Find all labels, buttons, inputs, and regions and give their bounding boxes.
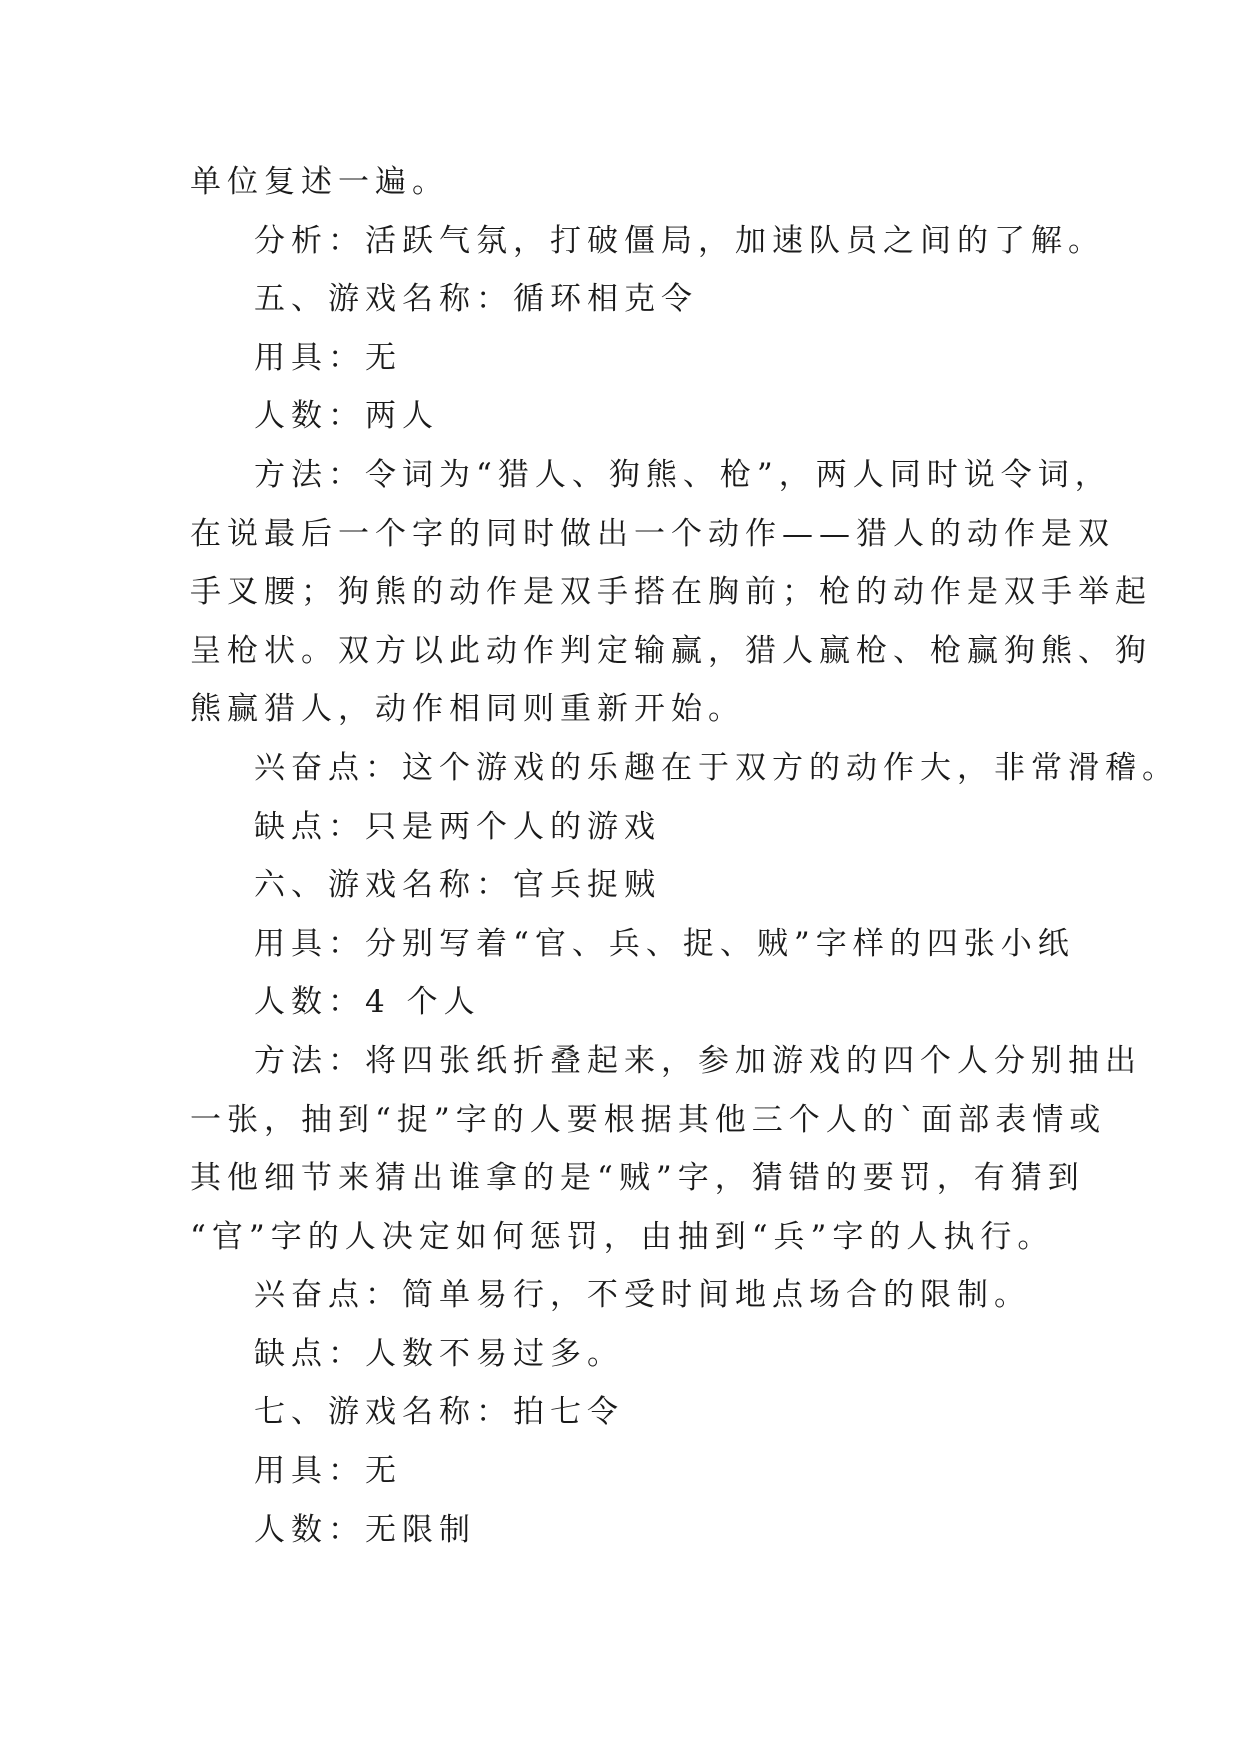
game-7-players: 人数：无限制 [254,1511,476,1548]
game-6-drawback: 缺点：人数不易过多。 [254,1335,624,1372]
game-6-method-line-4: “官”字的人决定如何惩罚，由抽到“兵”字的人执行。 [190,1218,1055,1255]
game-5-method-line-5: 熊赢猎人，动作相同则重新开始。 [190,691,745,728]
game-5-method-line-1: 方法：令词为“猎人、狗熊、枪”，两人同时说令词， [254,456,1112,493]
document-body [190,153,1179,1559]
game-6-title: 六、游戏名称：官兵捉贼 [254,867,661,904]
game-5-method-line-4: 呈枪状。双方以此动作判定输赢，猎人赢枪、枪赢狗熊、狗 [190,632,1152,669]
game-6-equipment: 用具：分别写着“官、兵、捉、贼”字样的四张小纸 [254,925,1075,962]
game-5-players: 人数：两人 [254,398,439,435]
game-5-drawback: 缺点：只是两个人的游戏 [254,808,661,845]
game-5-title: 五、游戏名称：循环相克令 [254,281,698,318]
game-6-highlight: 兴奋点：简单易行，不受时间地点场合的限制。 [254,1277,1031,1314]
game-5-equipment: 用具：无 [254,339,402,376]
game-5-highlight: 兴奋点：这个游戏的乐趣在于双方的动作大，非常滑稽。 [254,749,1179,786]
game-5-method-line-3: 手叉腰；狗熊的动作是双手搭在胸前；枪的动作是双手举起 [190,574,1152,611]
game-5-method-line-2: 在说最后一个字的同时做出一个动作——猎人的动作是双 [190,515,1115,552]
game-6-method-line-1: 方法：将四张纸折叠起来，参加游戏的四个人分别抽出 [254,1042,1142,1079]
game-6-players: 人数：4 个人 [254,984,481,1021]
text-line-continuation: 单位复述一遍。 [190,164,449,200]
game-6-method-line-2: 一张，抽到“捉”字的人要根据其他三个人的`面部表情或 [190,1101,1107,1138]
game-6-method-line-3: 其他细节来猜出谁拿的是“贼”字，猜错的要罚，有猜到 [190,1160,1085,1197]
analysis-line: 分析：活跃气氛，打破僵局，加速队员之间的了解。 [254,222,1105,259]
game-7-equipment: 用具：无 [254,1453,402,1490]
game-7-title: 七、游戏名称：拍七令 [254,1394,624,1431]
